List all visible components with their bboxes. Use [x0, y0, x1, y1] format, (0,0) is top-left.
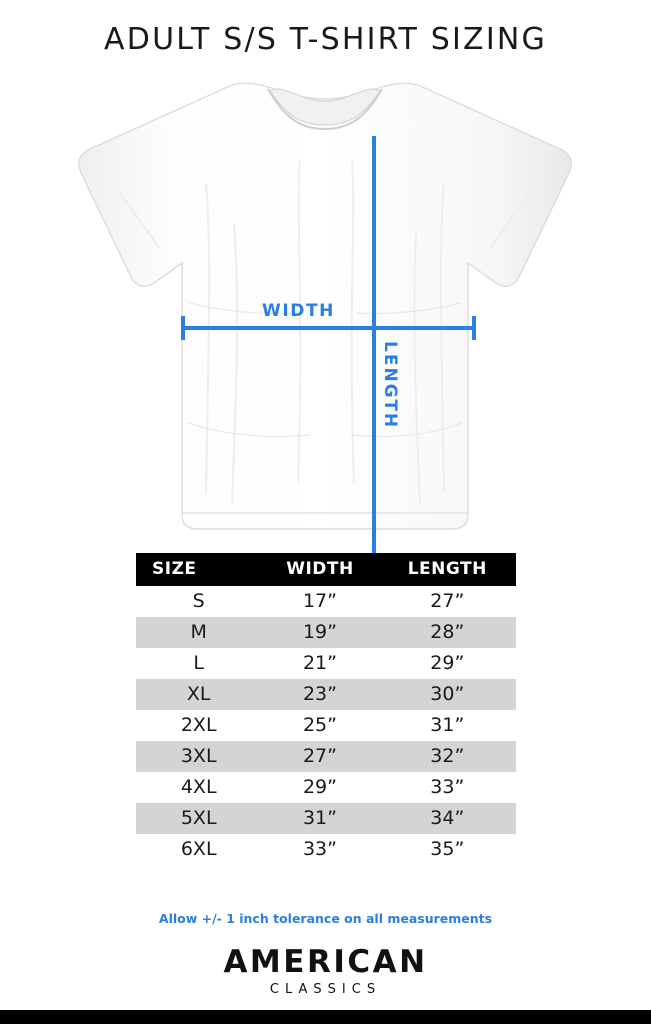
table-header-row — [136, 553, 516, 586]
brand-logo — [0, 944, 651, 997]
page-title: ADULT S/S T-SHIRT SIZING — [104, 22, 547, 57]
length-label: LENGTH — [380, 341, 400, 430]
header-width: WIDTH — [261, 553, 378, 586]
tolerance-note: Allow +/- 1 inch tolerance on all measurements — [158, 911, 493, 926]
tshirt-diagram — [0, 63, 651, 533]
header-size: SIZE — [136, 553, 261, 586]
table-row — [136, 772, 516, 803]
cell-size: 3XL — [136, 741, 261, 772]
cell-width: 31” — [261, 803, 378, 834]
size-table-header — [136, 553, 516, 586]
cell-width: 21” — [261, 648, 378, 679]
cell-length: 29” — [379, 648, 516, 679]
tshirt-illustration — [0, 63, 651, 533]
length-measure-line — [372, 136, 376, 598]
cell-size: S — [136, 586, 261, 617]
cell-size: 2XL — [136, 710, 261, 741]
table-row — [136, 803, 516, 834]
cell-size: 5XL — [136, 803, 261, 834]
cell-length: 28” — [379, 617, 516, 648]
cell-size: 6XL — [136, 834, 261, 865]
cell-size: L — [136, 648, 261, 679]
size-table-wrapper — [136, 553, 516, 865]
table-row — [136, 710, 516, 741]
cell-length: 31” — [379, 710, 516, 741]
table-row — [136, 648, 516, 679]
brand-subtitle: CLASSICS — [269, 982, 382, 997]
brand-name: AMERICAN — [223, 944, 428, 980]
cell-length: 30” — [379, 679, 516, 710]
cell-size: M — [136, 617, 261, 648]
cell-length: 27” — [379, 586, 516, 617]
size-table — [136, 553, 516, 865]
table-row — [136, 741, 516, 772]
cell-length: 35” — [379, 834, 516, 865]
cell-size: 4XL — [136, 772, 261, 803]
cell-size: XL — [136, 679, 261, 710]
width-label: WIDTH — [262, 301, 336, 321]
cell-width: 29” — [261, 772, 378, 803]
cell-width: 27” — [261, 741, 378, 772]
header-length: LENGTH — [379, 553, 516, 586]
cell-width: 25” — [261, 710, 378, 741]
table-row — [136, 586, 516, 617]
table-row — [136, 617, 516, 648]
cell-length: 34” — [379, 803, 516, 834]
width-measure-line — [181, 326, 476, 330]
table-row — [136, 834, 516, 865]
width-right-cap — [472, 316, 476, 340]
width-left-cap — [181, 316, 185, 340]
size-table-body — [136, 586, 516, 865]
footer-bar — [0, 1010, 651, 1024]
cell-width: 17” — [261, 586, 378, 617]
cell-width: 33” — [261, 834, 378, 865]
cell-width: 23” — [261, 679, 378, 710]
cell-length: 32” — [379, 741, 516, 772]
cell-length: 33” — [379, 772, 516, 803]
table-row — [136, 679, 516, 710]
cell-width: 19” — [261, 617, 378, 648]
